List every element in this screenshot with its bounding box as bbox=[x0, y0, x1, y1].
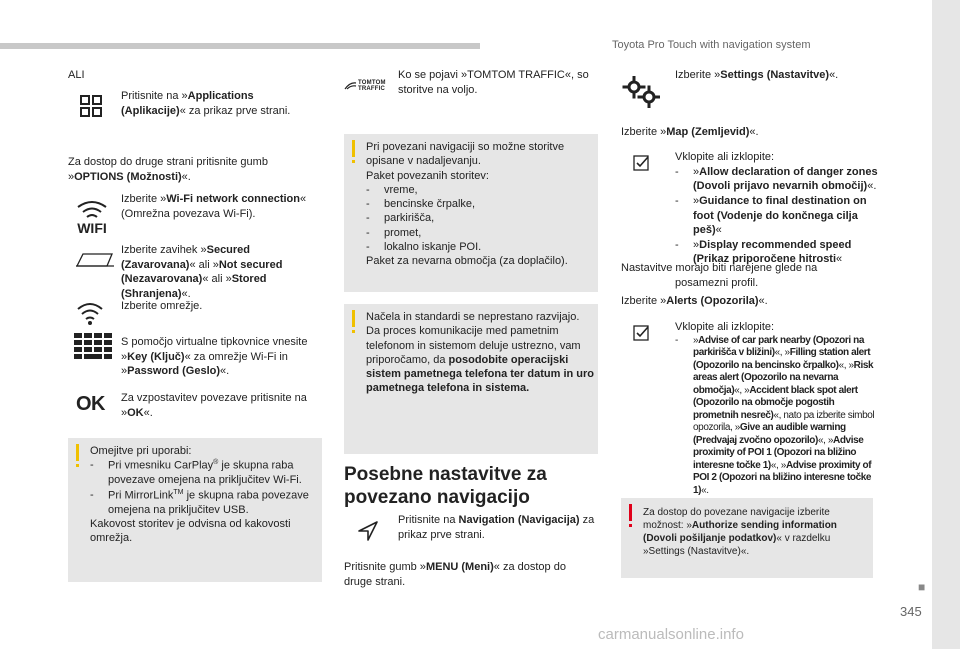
keyboard-icon bbox=[74, 333, 112, 359]
standards-note bbox=[344, 304, 598, 454]
wifi-instruction: Izberite »Wi-Fi network connection« (Omrežna povezava Wi-Fi). bbox=[121, 193, 307, 220]
wifi-icon bbox=[72, 195, 112, 235]
settings-gear-icon bbox=[622, 76, 660, 108]
note-item-carplay: - Pri vmesniku CarPlay® je skupna raba povezave omejena na priključitev Wi-Fi. bbox=[90, 458, 318, 487]
tomtom-traffic-logo: TOMTOM TRAFFIC bbox=[344, 80, 390, 93]
connected-services-note bbox=[344, 134, 598, 292]
network-signal-icon bbox=[76, 300, 104, 326]
alerts-instruction: Izberite »Alerts (Opozorila)«. bbox=[621, 295, 768, 307]
tomtom-text: Ko se pojavi »TOMTOM TRAFFIC«, so storitve na voljo. bbox=[398, 69, 589, 96]
ok-icon: OK bbox=[76, 393, 105, 415]
danger-zones-pack: Paket za nevarna območja (za doplačilo). bbox=[366, 255, 568, 268]
tab-icon bbox=[76, 252, 114, 268]
network-instruction: Izberite omrežje. bbox=[121, 300, 203, 312]
authorize-text: Za dostop do povezane navigacije izberite možnost: »Authorize sending information (Dovoli pošiljanje podatkov)« v razdelku »Settings (Nastavitve)«. bbox=[643, 507, 837, 557]
map-option-item: - »Display recommended speed (Prikaz priporočene hitrosti« bbox=[675, 238, 880, 267]
header-rule bbox=[0, 43, 480, 49]
authorize-note bbox=[621, 498, 873, 578]
wifi-icon-text: WIFI bbox=[77, 220, 107, 235]
standards-text: Načela in standardi se neprestano razvijajo. Da proces komunikacije med pametnim telefonom in sistemom deluje ustrezno, vam priporočamo, da posodobite operacijski sistem pametnega telefona ter datum in uro pametnega telefona in sistema. bbox=[366, 311, 594, 395]
map-option-item: - »Allow declaration of danger zones (Dovoli prijavo nevarnih območij)«. bbox=[675, 165, 880, 194]
navigation-arrow-icon bbox=[357, 520, 379, 542]
note-title: Omejitve pri uporabi: bbox=[90, 445, 192, 457]
ok-instruction: Za vzpostavitev povezave pritisnite na »OK«. bbox=[121, 392, 307, 419]
service-item: - bencinske črpalke, bbox=[366, 197, 594, 211]
page-number: 345 bbox=[900, 604, 922, 619]
ali-label: ALI bbox=[68, 69, 85, 81]
services-intro: Pri povezani navigaciji so možne storitve opisane v nadaljevanju. bbox=[366, 141, 565, 168]
keyboard-instruction: S pomočjo virtualne tipkovnice vnesite »Key (Ključ)« za omrežje Wi-Fi in »Password (Geslo)«. bbox=[121, 336, 308, 378]
usage-limits-note bbox=[68, 438, 322, 582]
watermark: carmanualsonline.info bbox=[598, 626, 744, 643]
info-marker-icon bbox=[352, 310, 355, 327]
map-options-intro: Vklopite ali izklopite: bbox=[675, 151, 775, 163]
alert-options-intro: Vklopite ali izklopite: bbox=[675, 321, 775, 333]
header-title: Toyota Pro Touch with navigation system bbox=[612, 39, 811, 51]
navigation-instruction: Pritisnite na Navigation (Navigacija) za prikaz prve strani. bbox=[398, 514, 595, 541]
service-item: - promet, bbox=[366, 226, 594, 240]
info-marker-icon bbox=[352, 140, 355, 157]
options-instruction: Za dostop do druge strani pritisnite gumb »OPTIONS (Možnosti)«. bbox=[68, 156, 268, 183]
service-item: - vreme, bbox=[366, 183, 594, 197]
alert-options-list: - »Advise of car park nearby (Opozori na parkirišča v bližini)«, »Filling station alert (Opozorilo na bencinsko črpalko)«, »Risk areas alert (Opozorilo na nevarna območja)«, »Accident black spot alert (Opozorilo na območje pogostih prometnih nesreč)«, nato pa izberite simbol opozorila, »Give an audible warning (Predvajaj zvočno opozorilo)«, »Advise proximity of POI 1 (Opozori na bližino interesne točke 1)«, »Advise proximity of POI 2 (Opozori na bližino interesne točke 1)«. bbox=[675, 334, 875, 496]
note-end: Kakovost storitev je odvisna od kakovosti omrežja. bbox=[90, 517, 291, 545]
service-item: - parkirišča, bbox=[366, 211, 594, 225]
settings-instruction: Izberite »Settings (Nastavitve)«. bbox=[675, 69, 839, 81]
tomtom-traffic-icon bbox=[344, 81, 357, 90]
info-marker-icon bbox=[76, 444, 79, 461]
page-edge-strip bbox=[932, 0, 960, 649]
map-options bbox=[675, 150, 880, 267]
applications-grid-icon bbox=[80, 95, 102, 117]
map-option-item: - »Guidance to final destination on foot (Vodenje do končnega cilja peš)« bbox=[675, 194, 880, 238]
alert-options bbox=[675, 320, 880, 497]
page-marker: ■ bbox=[918, 580, 926, 594]
menu-instruction: Pritisnite gumb »MENU (Meni)« za dostop do druge strani. bbox=[344, 561, 566, 588]
service-item: - lokalno iskanje POI. bbox=[366, 240, 594, 254]
map-instruction: Izberite »Map (Zemljevid)«. bbox=[621, 126, 759, 138]
checkbox-checked-icon bbox=[633, 325, 649, 341]
section-title: Posebne nastavitve za povezano navigacijo bbox=[344, 464, 547, 508]
warning-marker-icon bbox=[629, 504, 632, 521]
services-pack-title: Paket povezanih storitev: bbox=[366, 169, 489, 182]
checkbox-checked-icon bbox=[633, 155, 649, 171]
apps-instruction: Pritisnite na »Applications (Aplikacije)« za prikaz prve strani. bbox=[121, 90, 291, 117]
note-item-mirrorlink: - Pri MirrorLink™ je skupna raba povezave omejena na priključitev USB. bbox=[90, 488, 318, 517]
map-options-end: Nastavitve morajo biti narejene glede na posamezni profil. bbox=[621, 262, 818, 289]
tab-instruction: Izberite zavihek »Secured (Zavarovana)« ali »Not secured (Nezavarovana)« ali »Stored (Shranjena)«. bbox=[121, 244, 283, 300]
